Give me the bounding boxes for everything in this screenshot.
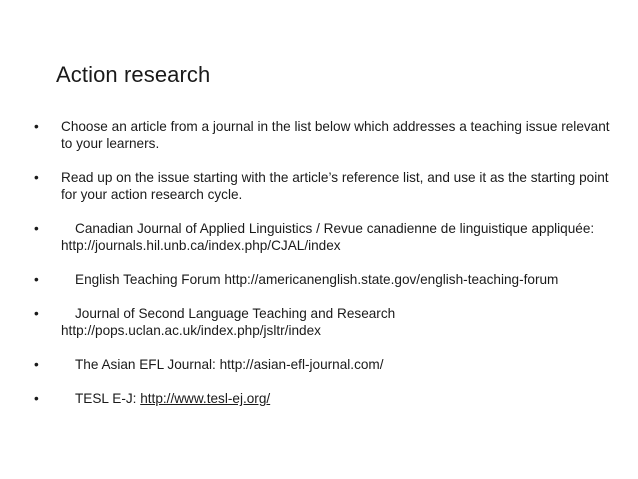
bullet-icon: • <box>34 272 39 287</box>
journal-name: Journal of Second Language Teaching and Research <box>75 306 396 321</box>
bullet-icon: • <box>34 391 39 406</box>
journal-name: TESL E-J: <box>75 391 137 406</box>
journal-name: Canadian Journal of Applied Linguistics / Revue canadienne de linguistique appliquée: <box>75 221 595 236</box>
bullet-icon: • <box>34 221 39 236</box>
bullet-icon: • <box>34 119 39 134</box>
list-item <box>34 271 614 288</box>
list-item <box>34 305 614 339</box>
bullet-icon: • <box>34 357 39 372</box>
journal-name: The Asian EFL Journal: <box>75 357 216 372</box>
list-item <box>34 390 614 407</box>
bullet-icon: • <box>34 170 39 185</box>
journal-link[interactable]: http://www.tesl-ej.org/ <box>140 391 271 406</box>
journal-url: http://pops.uclan.ac.uk/index.php/jsltr/index <box>61 323 321 338</box>
list-item <box>34 169 614 203</box>
slide-title: Action research <box>56 62 211 87</box>
bullet-icon: • <box>34 306 39 321</box>
item-text: Choose an article from a journal in the list below which addresses a teaching issue relevant to your learners. <box>61 119 610 151</box>
journal-name: English Teaching Forum <box>75 272 221 287</box>
journal-url: http://journals.hil.unb.ca/index.php/CJAL/index <box>61 238 341 253</box>
item-text: Read up on the issue starting with the article’s reference list, and use it as the starting point for your action research cycle. <box>61 170 609 202</box>
list-item <box>34 220 614 254</box>
journal-url: http://americanenglish.state.gov/english-teaching-forum <box>224 272 559 287</box>
list-item <box>34 356 614 373</box>
list-item <box>34 118 614 152</box>
bullet-list <box>34 118 614 407</box>
journal-url: http://asian-efl-journal.com/ <box>219 357 384 372</box>
